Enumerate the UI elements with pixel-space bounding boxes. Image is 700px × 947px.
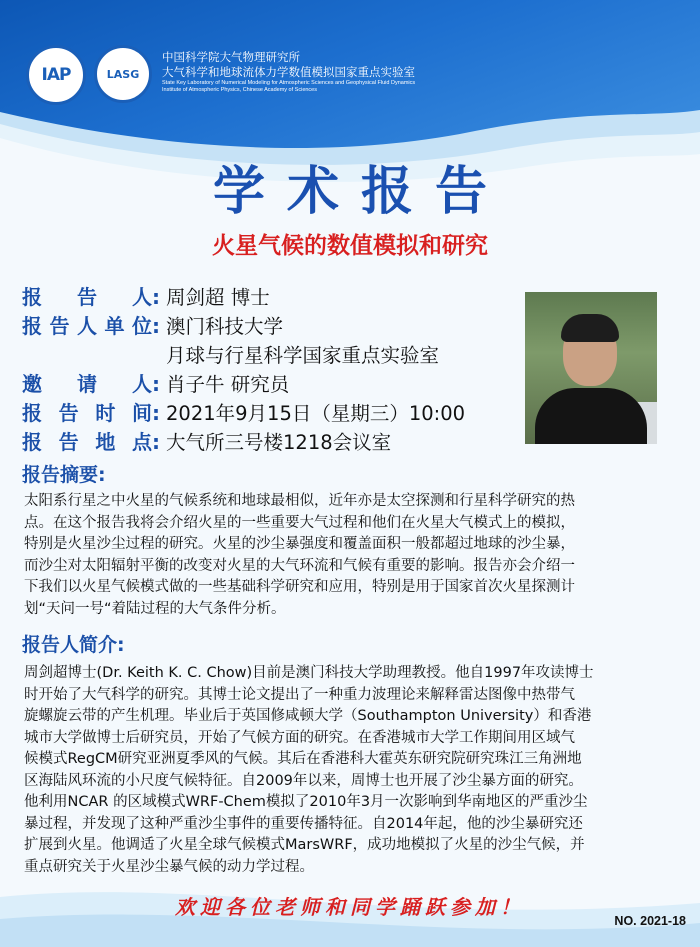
bio-line: 旋螺旋云带的产生机理。毕业后于英国修咸顿大学（Southampton University）和香港: [24, 708, 592, 724]
institute-name-en: Institute of Atmospheric Physics, Chinese Academy of Sciences: [162, 87, 317, 93]
bio-line: 暴过程，并发现了这种严重沙尘事件的重要传播特征。自2014年起，他的沙尘暴研究还: [24, 815, 583, 832]
talk-info: [22, 283, 465, 457]
lasg-logo: LASG: [94, 45, 152, 103]
info-row-time: 报告时间 : 2021年9月15日（星期三）10:00: [22, 399, 465, 428]
info-row-speaker: 报告人 : 周剑超 博士: [22, 283, 465, 312]
speaker-photo: [525, 292, 657, 444]
bio-line: 候模式RegCM研究亚洲夏季风的气候。其后在香港科大霍英东研究院研究珠江三角洲地: [24, 751, 582, 767]
bio-line: 重点研究关于火星沙尘暴气候的动力学过程。: [24, 858, 314, 875]
info-value: 月球与行星科学国家重点实验室: [166, 344, 440, 367]
institute-name: 中国科学院大气物理研究所: [162, 50, 300, 64]
info-label: 邀请人: [22, 372, 152, 396]
lab-name: 大气科学和地球流体力学数值模拟国家重点实验室: [162, 65, 415, 79]
talk-title: 火星气候的数值模拟和研究: [212, 233, 488, 259]
info-row-affiliation-2: [22, 341, 465, 370]
info-value: 2021年9月15日（星期三）10:00: [166, 402, 466, 425]
info-value: 周剑超 博士: [166, 286, 270, 309]
info-row-host: 邀请人 : 肖子牛 研究员: [22, 370, 465, 399]
page-title: 学术报告: [212, 161, 509, 222]
welcome-message: 欢迎各位老师和同学踊跃参加！: [175, 895, 525, 919]
abstract-line: 点。在这个报告我将会介绍火星的一些重要大气过程和他们在火星大气模式上的模拟，: [24, 514, 575, 531]
info-label: 报告时间: [22, 401, 152, 425]
abstract-line: 而沙尘对太阳辐射平衡的改变对火星的大气环流和气候有重要的影响。报告亦会介绍一: [24, 557, 575, 574]
bio-line: 扩展到火星。他调适了火星全球气候模式MarsWRF，成功地模拟了火星的沙尘气候，并: [24, 837, 585, 853]
institute-block: [162, 50, 415, 94]
info-value: 大气所三号楼1218会议室: [166, 431, 392, 454]
info-row-affiliation: 报告人单位 : 澳门科技大学: [22, 312, 465, 341]
abstract-line: 特别是火星沙尘过程的研究。火星的沙尘暴强度和覆盖面积一般都超过地球的沙尘暴，: [24, 536, 575, 552]
bio-line: 他利用NCAR 的区域模式WRF-Chem模拟了2010年3月一次影响到华南地区的严重沙尘: [24, 794, 588, 810]
info-value: 澳门科技大学: [166, 315, 284, 338]
info-value: 肖子牛 研究员: [166, 373, 290, 396]
info-row-location: 报告地点 : 大气所三号楼1218会议室: [22, 428, 465, 457]
abstract-line: 下我们以火星气候模式做的一些基础科学研究和应用，特别是用于国家首次火星探测计: [24, 579, 575, 595]
abstract-heading: 报告摘要:: [22, 464, 106, 486]
bio-line: 城市大学做博士后研究员，开始了气候方面的研究。在香港城市大学工作期间用区域气: [24, 729, 575, 746]
bio-line: 周剑超博士(Dr. Keith K. C. Chow)目前是澳门科技大学助理教授。他自1997年攻读博士: [24, 665, 594, 681]
lab-name-en: State Key Laboratory of Numerical Modeling for Atmospheric Sciences and Geophysical Fluid Dynamics: [162, 80, 416, 86]
report-number: NO. 2021-18: [614, 914, 686, 928]
bio-line: 时开始了大气科学的研究。其博士论文提出了一种重力波理论来解释雷达图像中热带气: [24, 686, 575, 703]
abstract-line: 划“天问一号“着陆过程的大气条件分析。: [24, 600, 286, 617]
abstract-line: 太阳系行星之中火星的气候系统和地球最相似，近年亦是太空探测和行星科学研究的热: [24, 493, 575, 509]
iap-logo: IAP: [26, 45, 86, 105]
info-label: 报告地点: [22, 430, 152, 454]
bio-line: 区海陆风环流的小尺度气候特征。自2009年以来，周博士也开展了沙尘暴方面的研究。: [24, 772, 583, 789]
bio-text: [24, 663, 682, 878]
bio-heading: 报告人简介:: [22, 634, 125, 656]
info-label: 报告人: [22, 285, 152, 309]
abstract-text: [24, 491, 682, 620]
info-label: 报告人单位: [22, 314, 152, 338]
